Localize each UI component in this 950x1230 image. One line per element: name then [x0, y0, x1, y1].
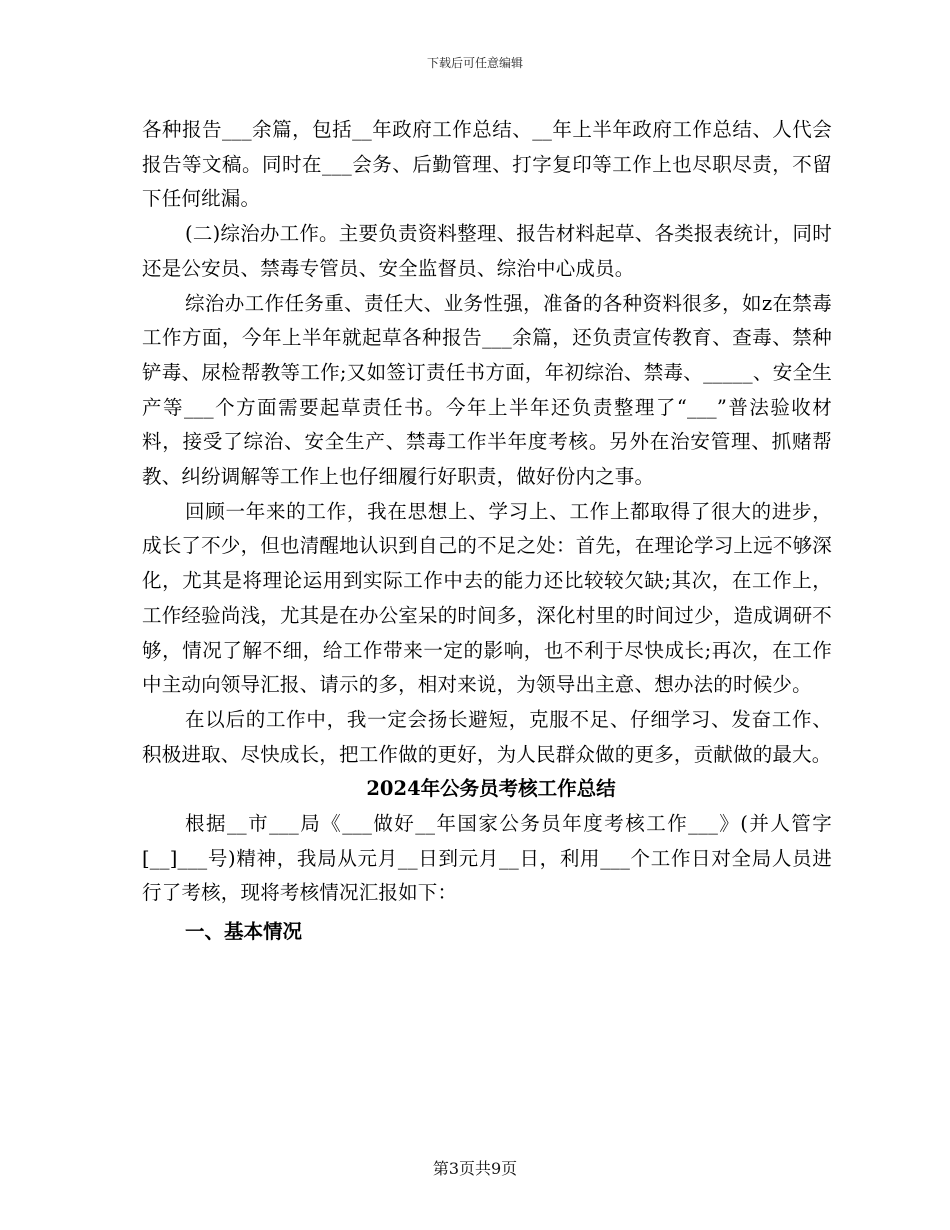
paragraph-intro: 根据__市___局《___做好__年国家公务员年度考核工作___》(并人管字[__]___号)精神，我局从元月__日到元月__日，利用___个工作日对全局人员进行了考核，现将考核情况汇报如下： — [142, 812, 832, 905]
section-title: 2024年公务员考核工作总结 — [366, 777, 616, 801]
paragraph-continued: 各种报告___余篇，包括__年政府工作总结、__年上半年政府工作总结、人代会报告等文稿。同时在___会务、后勤管理、打字复印等工作上也尽职尽责，不留下任何纰漏。 — [142, 118, 832, 211]
paragraph-section-two: (二)综治办工作。主要负责资料整理、报告材料起草、各类报表统计，同时还是公安员、禁毒专管员、安全监督员、综治中心成员。 — [142, 222, 832, 280]
page-footer: 第3页共9页 — [432, 1159, 518, 1178]
document-body — [142, 113, 832, 950]
heading-basic-situation: 一、基本情况 — [185, 920, 303, 944]
paragraph-review: 回顾一年来的工作，我在思想上、学习上、工作上都取得了很大的进步，成长了不少，但也清醒地认识到自己的不足之处：首先，在理论学习上远不够深化，尤其是将理论运用到实际工作中去的能力还比较较欠缺;其次，在工作上，工作经验尚浅，尤其是在办公室呆的时间多，深化村里的时间过少，造成调研不够，情况了解不细，给工作带来一定的影响，也不利于尽快成长;再次，在工作中主动向领导汇报、请示的多，相对来说，为领导出主意、想办法的时候少。 — [142, 499, 832, 697]
page-header: 下载后可任意编辑 — [426, 56, 523, 70]
paragraph-future: 在以后的工作中，我一定会扬长避短，克服不足、仔细学习、发奋工作、积极进取、尽快成长，把工作做的更好，为人民群众做的更多，贡献做的最大。 — [142, 707, 832, 766]
paragraph-duties: 综治办工作任务重、责任大、业务性强，准备的各种资料很多，如z在禁毒工作方面，今年上半年就起草各种报告___余篇，还负责宣传教育、查毒、禁种铲毒、尿检帮教等工作;又如签订责任书方面，年初综治、禁毒、_____、安全生产等___个方面需要起草责任书。今年上半年还负责整理了“___”普法验收材料，接受了综治、安全生产、禁毒工作半年度考核。另外在治安管理、抓赌帮教、纠纷调解等工作上也仔细履行好职责，做好份内之事。 — [142, 291, 832, 489]
